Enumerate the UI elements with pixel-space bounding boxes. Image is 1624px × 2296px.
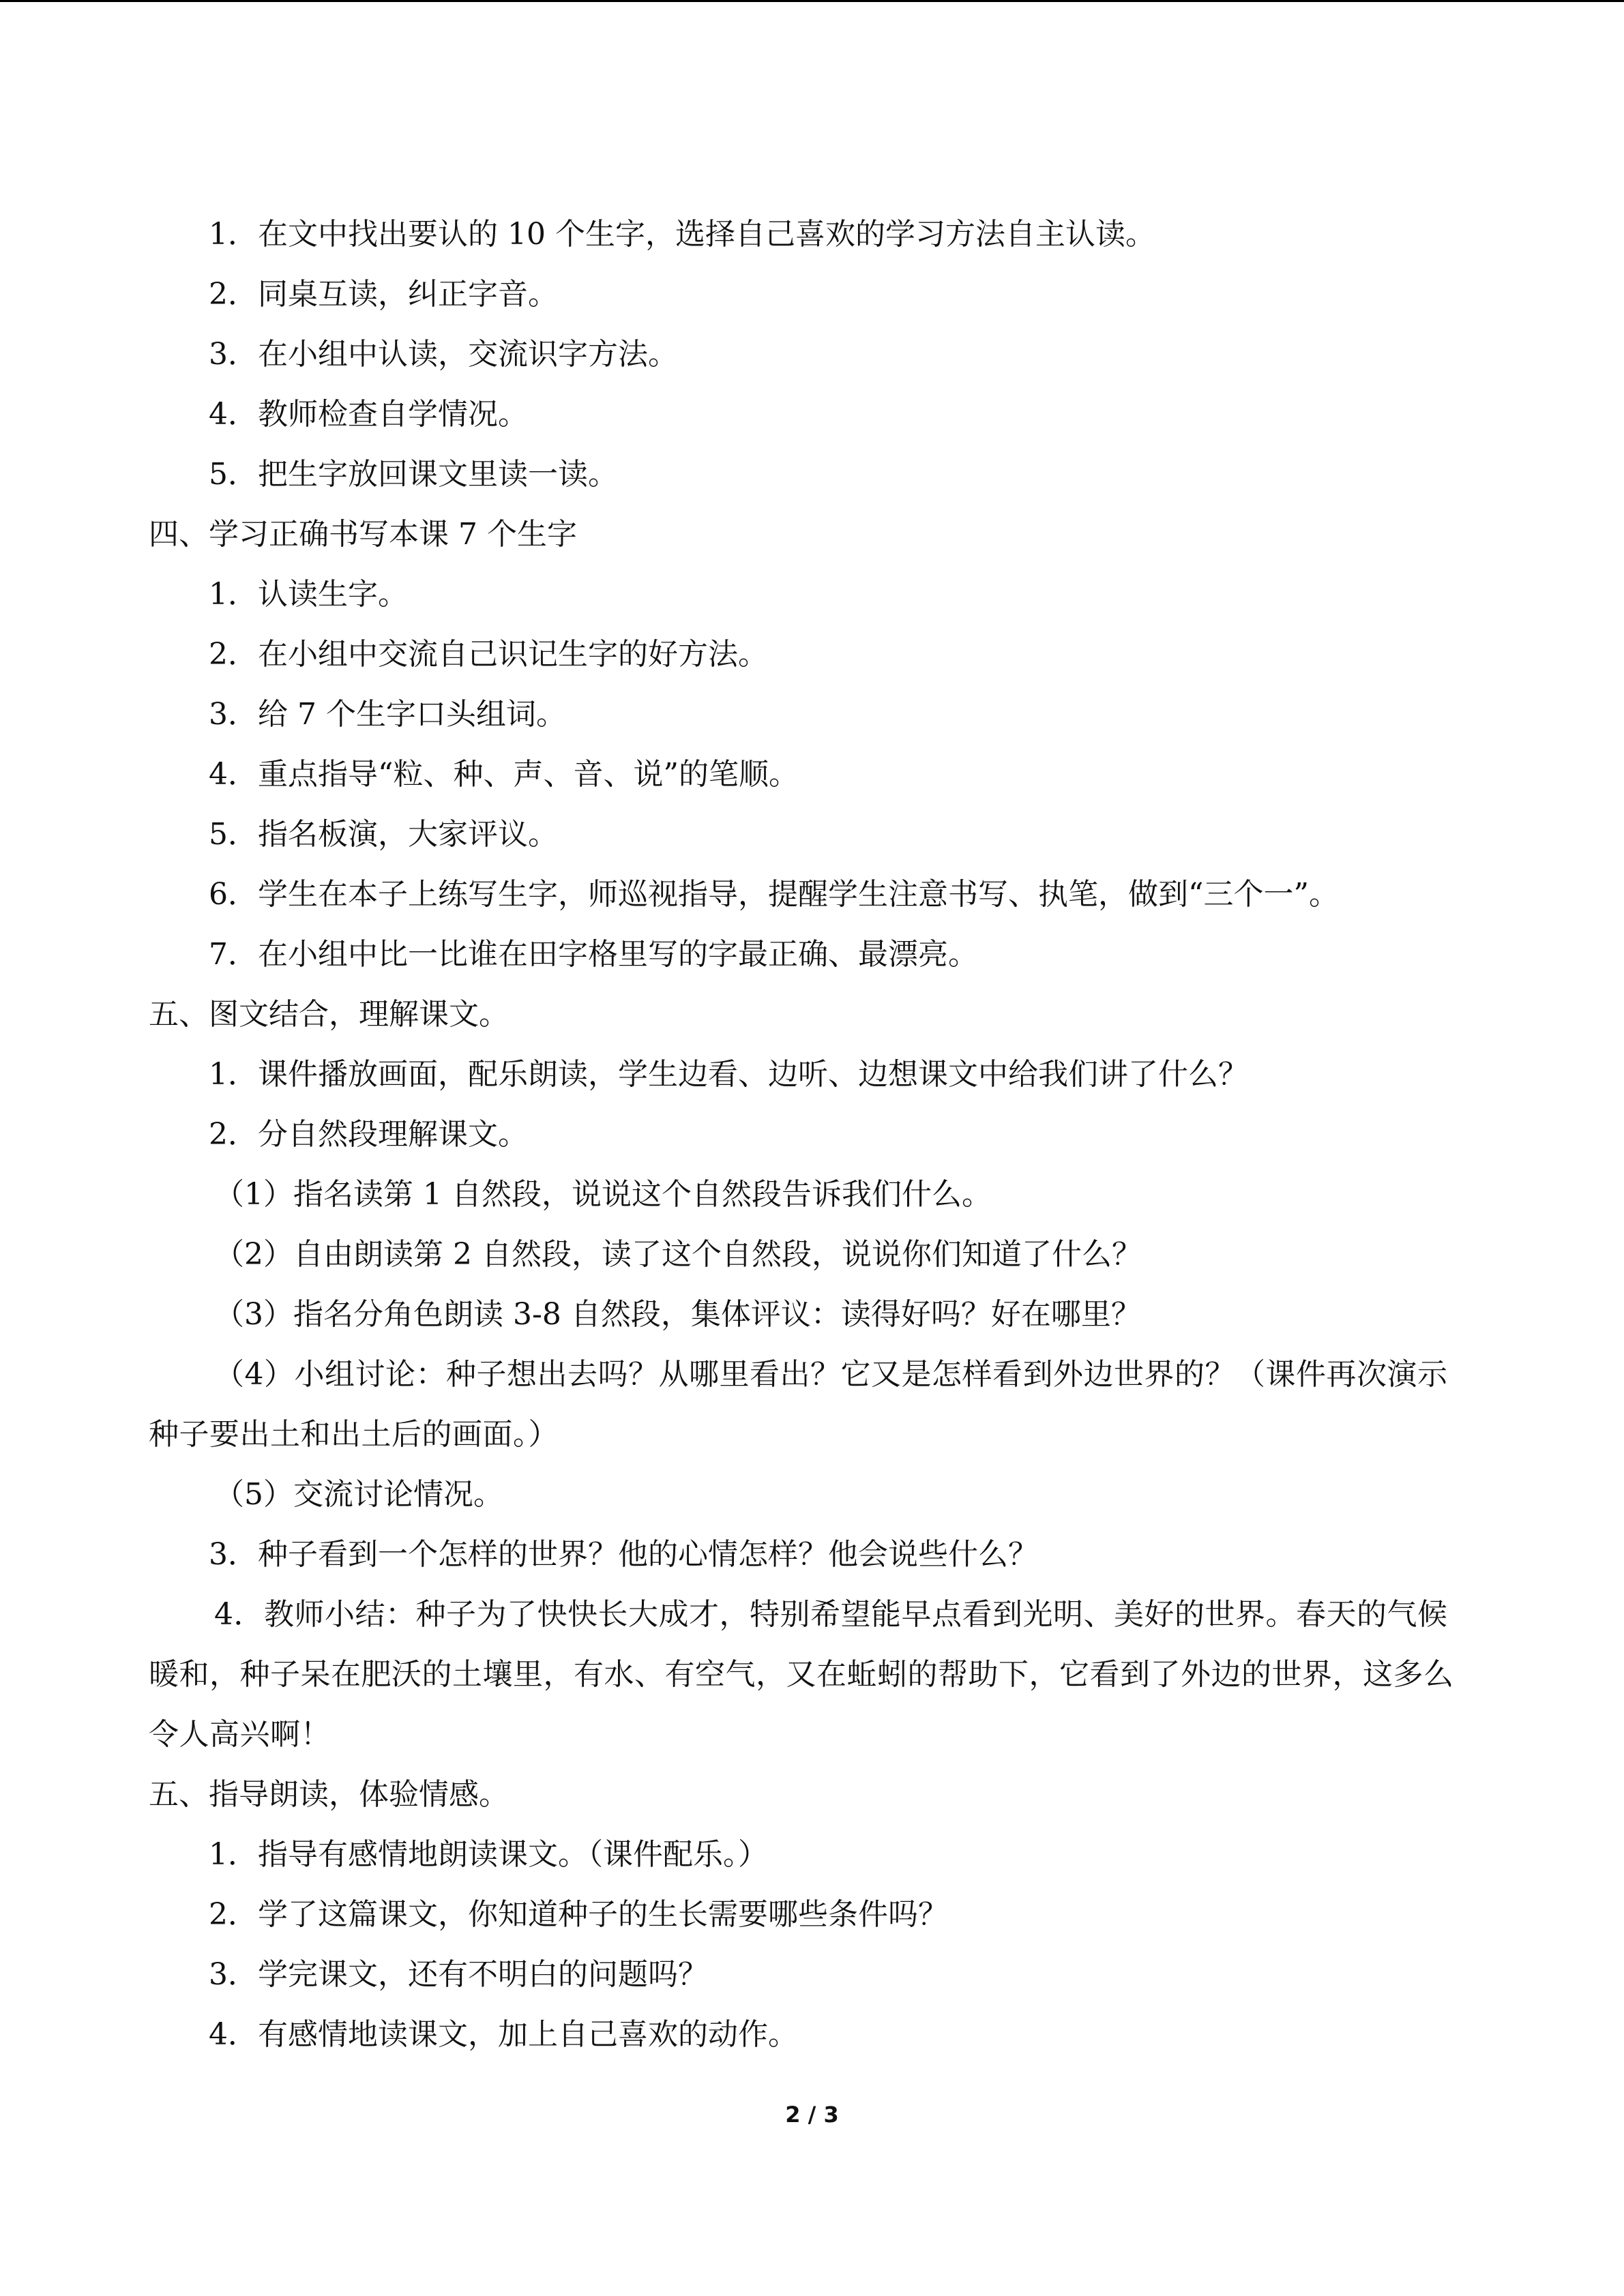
sub-list-item: （1）指名读第 1 自然段，说说这个自然段告诉我们什么。 [214,1177,992,1212]
summary-paragraph: 4．教师小结：种子为了快快长大成才，特别希望能早点看到光明、美好的世界。春天的气候暖和，种子呆在肥沃的土壤里，有水、有空气，又在蚯蚓的帮助下，它看到了外边的世界，这多么令人高兴啊！ [149,1597,1454,1752]
list-item: 1．课件播放画面，配乐朗读，学生边看、边听、边想课文中给我们讲了什么？ [209,1057,1248,1092]
list-item: 3．种子看到一个怎样的世界？他的心情怎样？他会说些什么？ [209,1537,1038,1572]
section-heading: 五、指导朗读，体验情感。 [149,1777,509,1812]
list-item: 2．学了这篇课文，你知道种子的生长需要哪些条件吗？ [209,1897,948,1932]
list-item: 3．学完课文，还有不明白的问题吗？ [209,1957,708,1992]
list-item: 7．在小组中比一比谁在田字格里写的字最正确、最漂亮。 [209,937,978,972]
list-item: 2．分自然段理解课文。 [209,1117,528,1152]
list-item: 3．在小组中认读，交流识字方法。 [209,337,678,372]
sub-list-item: （3）指名分角色朗读 3-8 自然段，集体评议：读得好吗？好在哪里？ [214,1297,1141,1332]
top-border-rule [0,0,1624,2]
section-heading: 四、学习正确书写本课 7 个生字 [149,517,577,552]
list-item: 1．在文中找出要认的 10 个生字，选择自己喜欢的学习方法自主认读。 [209,217,1155,252]
list-item: 4．有感情地读课文，加上自己喜欢的动作。 [209,2017,798,2052]
list-item: 5．把生字放回课文里读一读。 [209,457,618,492]
list-item: 2．同桌互读，纠正字音。 [209,277,558,312]
list-item: 6．学生在本子上练写生字，师巡视指导，提醒学生注意书写、执笔，做到“三个一”。 [209,877,1339,912]
list-item: 4．重点指导“粒、种、声、音、说”的笔顺。 [209,757,799,792]
list-item: 3．给 7 个生字口头组词。 [209,697,566,732]
sub-list-item: （2）自由朗读第 2 自然段，读了这个自然段，说说你们知道了什么？ [214,1237,1142,1272]
list-item: 5．指名板演，大家评议。 [209,817,558,852]
sub-list-item: （5）交流讨论情况。 [214,1477,503,1512]
list-item: 2．在小组中交流自己识记生字的好方法。 [209,637,768,672]
list-item: 1．认读生字。 [209,577,408,612]
page-number: 2 / 3 [785,2102,839,2128]
list-item: 4．教师检查自学情况。 [209,397,528,432]
list-item: 1．指导有感情地朗读课文。（课件配乐。） [209,1837,768,1872]
section-heading: 五、图文结合，理解课文。 [149,997,509,1032]
document-body [149,205,1475,2065]
sub-list-item-paragraph: （4）小组讨论：种子想出去吗？从哪里看出？它又是怎样看到外边世界的？（课件再次演示种子要出土和出土后的画面。） [149,1357,1448,1452]
